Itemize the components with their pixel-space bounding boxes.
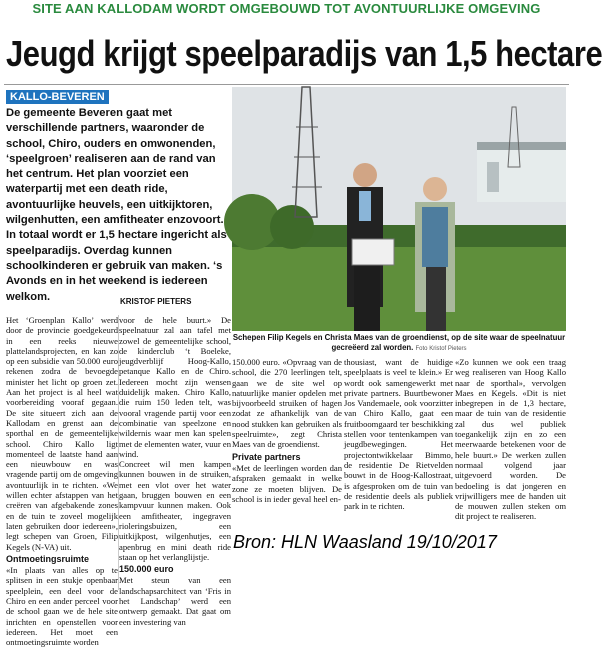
article-column-5: [455, 357, 566, 522]
lead-paragraph: [6, 106, 228, 305]
article-column-4: [344, 357, 453, 512]
source-note: Bron: HLN Waasland 19/10/2017: [233, 532, 497, 552]
column-3-paragraph-2: «Met de leerlingen worden dan afspraken gemaakt in welke zone ze moeten blijven. De school is in ieder geval heel en-: [232, 462, 342, 504]
article-column-3: [232, 357, 342, 504]
column-2-paragraph-2: Concreet wil men kampen kunnen bouwen in de struiken, met een vlot over het water gaan, bruggen bouwen en een kampvuur kunnen maken. Ook een amfitheater, ingegraven rioleringsbuizen, een uitkijkpost, wilgenhutjes, een apenbrug en mini death ride staan op het verlanglijstje.: [119, 459, 231, 562]
lead-text: De gemeente Beveren gaat met verschillende partners, waaronder de school, Chiro, ouders en omwonenden, ‘speelgroen’ realiseren aan de rand van het centrum. Het plan voorziet een waterpartij met een death ride, avontuurlijke heuvels, een uitkijktoren, wilgenhutten, een amfitheater enzovoort. In totaal wordt er 1,5 hectare ingericht als speelparadijs. Overdag kunnen schoolkinderen er gebruik van maken. ‘s Avonds en in het weekend is iedereen welkom.: [6, 107, 227, 303]
column-4-paragraph-1: thousiast, want de huidige speelplaats is veel te klein.» Er wordt ook samengewerkt met private partners. Buurtbewoner Jos Vandemaele, ook voorzitter van Chiro Kallo, gaat een fruitboomgaard ter beschikking stellen voor tentenkampen van jeugdbewegingen. Het projectontwikkelaar Bimmo, de residentie De Rietvelden bouwt in de Hoog-Kallostraat, is afgesproken om de tuin van de residentie deels als publiek park in te richten.: [344, 357, 453, 512]
photo-illustration: [232, 87, 566, 331]
byline: KRISTOF PIETERS: [120, 297, 192, 306]
subheading-ontmoetingsruimte: Ontmoetingsruimte: [6, 553, 90, 564]
column-3-paragraph-1: 150.000 euro. «Opvraag van de school, die 270 leerlingen telt, gaan we de site wel op natuurlijke manier opdelen met bijvoorbeeld struiken of hagen zodat ze afhankelijk van de nood stukken kan gebruiken als speelruimte», zegt Christa Maes van de groendienst.: [232, 357, 342, 450]
photo-credit: Foto Kristof Pieters: [415, 345, 467, 352]
divider: [4, 84, 569, 85]
article-photo: [232, 87, 566, 331]
article-column-1: [6, 315, 118, 648]
column-5-paragraph-1: «Zo kunnen we ook een traag weg realiseren van Hoog Kallo naar de sporthal», vervolgen Maes en Kegels. «Dit is niet inbegrepen in de 1,3 hectare, maar de tuin van de residentie zal dus wel publiek toegankelijk zijn en zo een meerwaarde betekenen voor de hele buurt.» De werken zullen normaal volgend jaar uitgevoerd worden. De bedoeling is dat jongeren en vrijwilligers mee de handen uit de mouwen zullen steken om dit project te realiseren.: [455, 357, 566, 522]
column-1-paragraph-2: «In plaats van alles op te splitsen in een stukje openbaar speelplein, een deel voor de Chiro en een ander perceel voor de school gaan we de hele site inrichten en openstellen voor iedereen. Het moet een ontmoetingsruimte worden: [6, 565, 118, 648]
headline: Jeugd krijgt speelparadijs van 1,5 hectare: [6, 33, 602, 74]
section-tag: KALLO-BEVEREN: [6, 90, 109, 104]
kicker: SITE AAN KALLODAM WORDT OMGEBOUWD TOT AVONTUURLIJKE OMGEVING: [32, 1, 541, 16]
column-1-paragraph-1: Het ‘Groenplan Kallo’ werd door de provincie goedgekeurd in een reeks nieuwe plattelandsprojecten, en kan zo op een subsidie van 50.000 euro rekenen zodra de bevoegde minister het licht op groen zet. Aan het project is al heel wat voorbereiding vooraf gegaan. De site situeert zich aan de Kallodam en grenst aan de sporthal en de gemeentelijke school. Chiro Kallo ligt momenteel de laatste hand aan een nieuwbouw en was vragende partij om de omgeving avontuurlijk in te richten. «We willen echter afstappen van het creëren van afgebakende zones en de tuin te zoveel mogelijk laten gebruiken door iedereen», legt schepen van Groen, Filip Kegels (N-VA) uit.: [6, 315, 118, 552]
subheading-150000-euro: 150.000 euro: [119, 564, 174, 575]
article-column-2: [119, 315, 231, 627]
photo-caption: [232, 333, 566, 354]
column-2-paragraph-1: voor de hele buurt.» De speelnatuur zal aan tafel met zowel de gemeentelijke school, de kinderclub ‘t Boeleke, jeugdverblijf Hoog-Kallo, petanque Kallo en de Chiro. Iedereen mocht zijn wensen duidelijk maken. Chiro Kallo, die ruim 150 leden telt, was vooral vragende partij voor een combinatie van speelzone en wildernis waar men kan spelen met de elementen water, vuur en wind.: [119, 315, 231, 459]
caption-text: Schepen Filip Kegels en Christa Maes van de groendienst, op de site waar de speelnatuur gecreëerd zal worden.: [232, 333, 566, 352]
column-2-paragraph-3: Met steun van een landschapsarchitect van ‘Fris in het Landschap’ werd een ontwerp gemaakt. Dat gaat om een investering van: [119, 575, 231, 627]
subheading-private-partners: Private partners: [232, 451, 301, 462]
